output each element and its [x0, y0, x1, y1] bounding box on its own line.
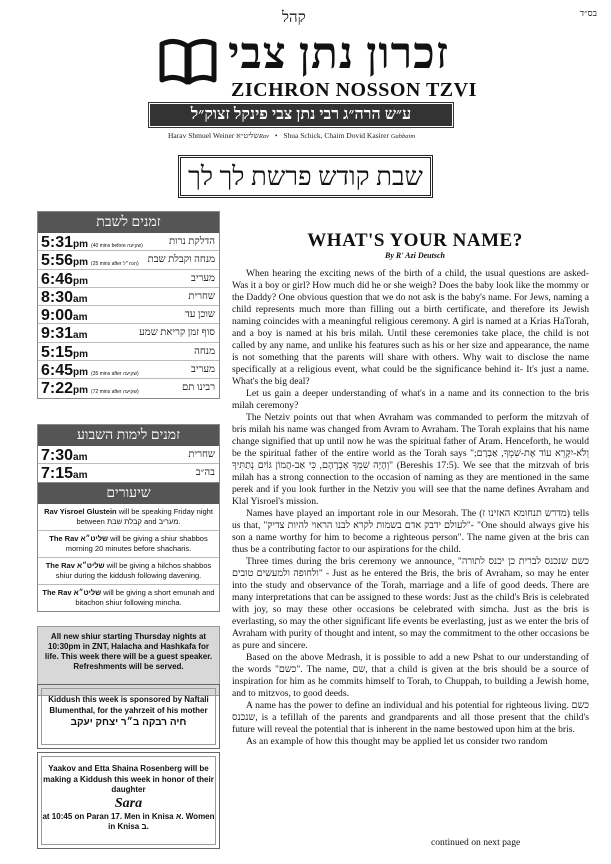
memorial-text: ע״ש הרה״ג רבי נתן צבי פינקל זצוק״ל	[190, 106, 412, 123]
zman-label: מעריב	[191, 364, 215, 376]
title-english: ZICHRON NOSSON TZVI	[231, 79, 477, 101]
zman-ampm: am	[73, 330, 88, 342]
zman-label: מעריב	[191, 272, 215, 284]
zman-time	[41, 289, 87, 307]
zman-time	[41, 325, 87, 343]
kiddush-rosenberg-text: Yaakov and Etta Shaina Rosenberg will be making a Kiddush this week in honor of their daughter	[43, 764, 214, 794]
shiur-item	[38, 558, 219, 585]
parsha-title: שבת קודש פרשת לך לך	[188, 162, 423, 191]
article-body	[232, 268, 589, 748]
zmanim-row	[38, 361, 219, 379]
zman-time-value: 7:22	[41, 380, 74, 398]
zman-note: (72 mins after שקיעה)	[91, 389, 139, 396]
zmanim-row	[38, 288, 219, 306]
zman-time	[41, 344, 88, 362]
zman-time-value: 6:46	[41, 270, 74, 288]
staff-line	[168, 131, 415, 140]
zman-time	[41, 465, 87, 483]
zman-time-value: 8:30	[41, 288, 74, 306]
zman-time	[41, 252, 139, 270]
shiur-description: will be speaking Friday night between קבלת שבת and מעריב.	[76, 507, 213, 526]
zman-ampm: pm	[73, 257, 89, 269]
article-paragraph: The Netziv points out that when Avraham was commanded to perform the mitzvah of bris milah his name was changed from Avram to Avraham. The Torah explains that his name change signified that up until now he was the spiritual father of Aram. Henceforth, he would be the spiritual father of the entire world as the Torah says "וְלֹא-יִקָּרֵא עוֹד אֶת-שִׁמְךָ, אַבְרָם; וְהָיָה שִׁמְךָ אַבְרָהָם, כִּי אַב-הֲמוֹן גּוֹיִם נְתַתִּיךָ" (Bereshis 17:5). We see that the mitzvah of bris milah has a strong connection to the occasion of naming as they are mentioned in the same perek and if you look further in the Netziv you will see that the name defines Avraham and Klal Yisroel's mission.	[232, 412, 589, 507]
article-paragraph: Names have played an important role in our Mesorah. The (מדרש תנחומא האזינו ז) tells us that, "לעולם ידבק אדם בשמות לקרא לבנו הראוי להיות צדיק"- "One should always give his son a name worthy for him to become a righteous person". The name given at the bris can thus be a contributing factor to our aspirations for the child.	[232, 508, 589, 555]
zmanim-row	[38, 233, 219, 251]
zman-time	[41, 234, 143, 252]
zman-ampm: am	[73, 293, 88, 305]
article-title: WHAT'S YOUR NAME?	[307, 230, 523, 251]
zman-time	[41, 271, 88, 289]
kiddush-rosenberg-box	[37, 752, 220, 849]
zmanim-row	[38, 379, 219, 397]
kiddush-rosenberg-details: at 10:45 on Paran 17. Men in Knisa א. Women in Knisa ב.	[42, 811, 215, 831]
article-paragraph: A name has the power to define an individual and his potential for righteous living. כשם שנכנס, is a tefillah of the parents and grandparents and all those present that the child's future will reveal the potential that is inherent in the name bestowed upon him at the bris.	[232, 700, 589, 735]
zman-ampm: am	[73, 470, 88, 482]
rav-role: Rav	[258, 133, 269, 140]
zmanim-row	[38, 464, 219, 482]
zman-ampm: pm	[73, 367, 89, 379]
article-paragraph: As an example of how this thought may be applied let us consider two random	[246, 736, 548, 747]
article-paragraph: Let us gain a deeper understanding of what's in a name and its connection to the bris milah ceremony?	[232, 388, 589, 411]
rav-suffix: שליט״א	[236, 131, 259, 140]
zman-label: שוכן עד	[184, 309, 215, 321]
article-paragraph: Based on the above Medrash, it is possible to add a new Pshat to our understanding of the words "כשם". The name, שם, that a child is given at the bris should be a source of inspiration for him as he commits himself to Torah, to Chuppah, to building a Jewish home, and to mitzvos, to good deeds.	[232, 652, 589, 699]
zman-label: שחרית	[188, 290, 215, 302]
zman-time-value: 7:15	[41, 465, 74, 483]
shiur-description: will be giving a short emunah and bitachon shiur following mincha.	[75, 588, 215, 607]
zman-note: (35 mins after שקיעה)	[91, 371, 139, 378]
zmanim-row	[38, 251, 219, 269]
zmanim-row	[38, 324, 219, 342]
zman-note: (40 mins before שקיעה)	[91, 243, 143, 249]
rav-name: Harav Shmuel Weiner	[168, 131, 235, 140]
shiur-description: will be giving a hilchos shabbos shiur during the kiddush following davening.	[55, 561, 212, 580]
zman-ampm: am	[73, 452, 88, 463]
zman-time-value: 5:15	[41, 343, 74, 361]
zman-label: שחרית	[188, 449, 215, 460]
article-paragraph: Three times during the bris ceremony we announce, "כשם שנכנס לברית כן יכנס לתורה ולחופה ולמעשים טובים" - Just as he entered the Bris, the bris of Avraham, so may he enter into the study and observance of the Torah, marriage and a life of good deeds. There are many interpretations that can be assigned to these words: Just as the child's Bris is celebrated with joy, so may these other occasions be celebrated with simcha. Just as the bris is everlasting, so may the other significant life events be everlasting, just as we enter the bris of Avraham with purity of thought and intent, so may the commitment to the other occasions be as pure and sincere.	[232, 556, 589, 651]
kahal-label: קהל	[282, 10, 306, 26]
gabbaim-role: Gabbaim	[390, 133, 416, 140]
zman-time	[41, 380, 139, 398]
kiddush-sponsor-name: חיה רבקה ב״ר יצחק יעקב	[70, 717, 187, 728]
zman-time	[41, 307, 87, 325]
zmanim-week-heading: זמנים לימות השבוע	[38, 425, 219, 446]
zman-time-value: 9:31	[41, 325, 74, 343]
shiur-presenter: The Rav שליט״א	[49, 534, 109, 543]
open-book-logo-icon	[158, 36, 218, 86]
article-author: By R' Azi Deutsch	[385, 251, 445, 260]
shiur-item	[38, 504, 219, 531]
shiur-description: will be giving a shiur shabbos morning 20 minutes before shacharis.	[65, 534, 208, 553]
announcement-text: All new shiur starting Thursday nights at 10:30pm in ZNT, Halacha and Hashkafa for life. This week there will be a guest speaker. Refreshments will be served.	[44, 632, 213, 671]
zman-time-value: 9:00	[41, 307, 74, 325]
zmanim-row	[38, 306, 219, 324]
zman-time-value: 6:45	[41, 362, 74, 380]
shiur-presenter: Rav Yisroel Glustein	[44, 507, 117, 516]
continued-note: continued on next page	[431, 837, 521, 848]
kiddush-sponsor-text: Kiddush this week is sponsored by Naftali Blumenthal, for the yahrzeit of his mother	[48, 695, 209, 715]
bsd-mark: בס״ד	[579, 8, 597, 18]
kiddush-sponsor-box	[37, 684, 220, 749]
memorial-banner	[150, 104, 452, 126]
zman-time-value: 5:56	[41, 252, 74, 270]
zman-label: הדלקת נרות	[168, 236, 215, 247]
zman-time-value: 5:31	[41, 234, 74, 251]
parsha-box	[178, 155, 433, 198]
shiur-presenter: The Rav שליט״א	[45, 561, 105, 570]
zmanim-row	[38, 270, 219, 288]
title-hebrew: זכרון נתן צבי	[228, 29, 450, 78]
zman-label: סוף זמן קריאת שמע	[139, 327, 215, 339]
zman-label: רבינו תם	[181, 382, 215, 394]
zmanim-shabbos-panel	[37, 211, 220, 399]
zman-label: מנחה וקבלת שבת	[147, 254, 215, 266]
zman-note: (25 mins after הנה״ל)	[91, 261, 139, 268]
staff-separator: •	[274, 131, 278, 140]
zman-label: מנחה	[194, 345, 215, 357]
article-paragraph: When hearing the exciting news of the birth of a child, the usual questions are asked- Was it a boy or girl? How much did he or she weigh? Does the baby look like the mommy or the Daddy? One obvious question that we do not ask is the baby's name. For Jews, naming a child represents much more than filling out a birth certificate, and therefore its Jewish naming coincides with a meaningful religious ceremony. A girl is named at a Krias HaTorah, and a boy is named at his bris milah. Until these ceremonies take place, the child is not called by any name, and unlike his features such as his or her size and appearance, the name is not something that the parents will share with others. Why wait to disclose the name specifically at a religious event, what could be the significance behind it- It's just a name. What's the big deal?	[232, 268, 589, 387]
kiddush-daughter-name: Sara	[114, 795, 143, 811]
shiur-presenter: The Rav שליט״א	[42, 588, 102, 597]
zman-ampm: pm	[73, 275, 89, 287]
zman-time	[41, 447, 87, 465]
zmanim-shabbos-heading: זמנים לשבת	[38, 212, 219, 233]
zman-ampm: am	[73, 312, 88, 324]
shiur-item	[38, 585, 219, 611]
zmanim-row	[38, 446, 219, 464]
zman-ampm: pm	[73, 385, 89, 397]
gabbaim-names: Shua Schick, Chaim Dovid Kasirer	[283, 131, 389, 140]
zman-label: בה״ב	[195, 467, 215, 479]
zman-time-value: 7:30	[41, 447, 74, 464]
shiurim-heading: שיעורים	[38, 483, 219, 504]
zman-ampm: pm	[73, 239, 89, 250]
zman-time	[41, 362, 139, 380]
shiur-item	[38, 531, 219, 558]
shiurim-panel	[37, 482, 220, 612]
zman-ampm: pm	[73, 348, 89, 360]
zmanim-row	[38, 343, 219, 361]
